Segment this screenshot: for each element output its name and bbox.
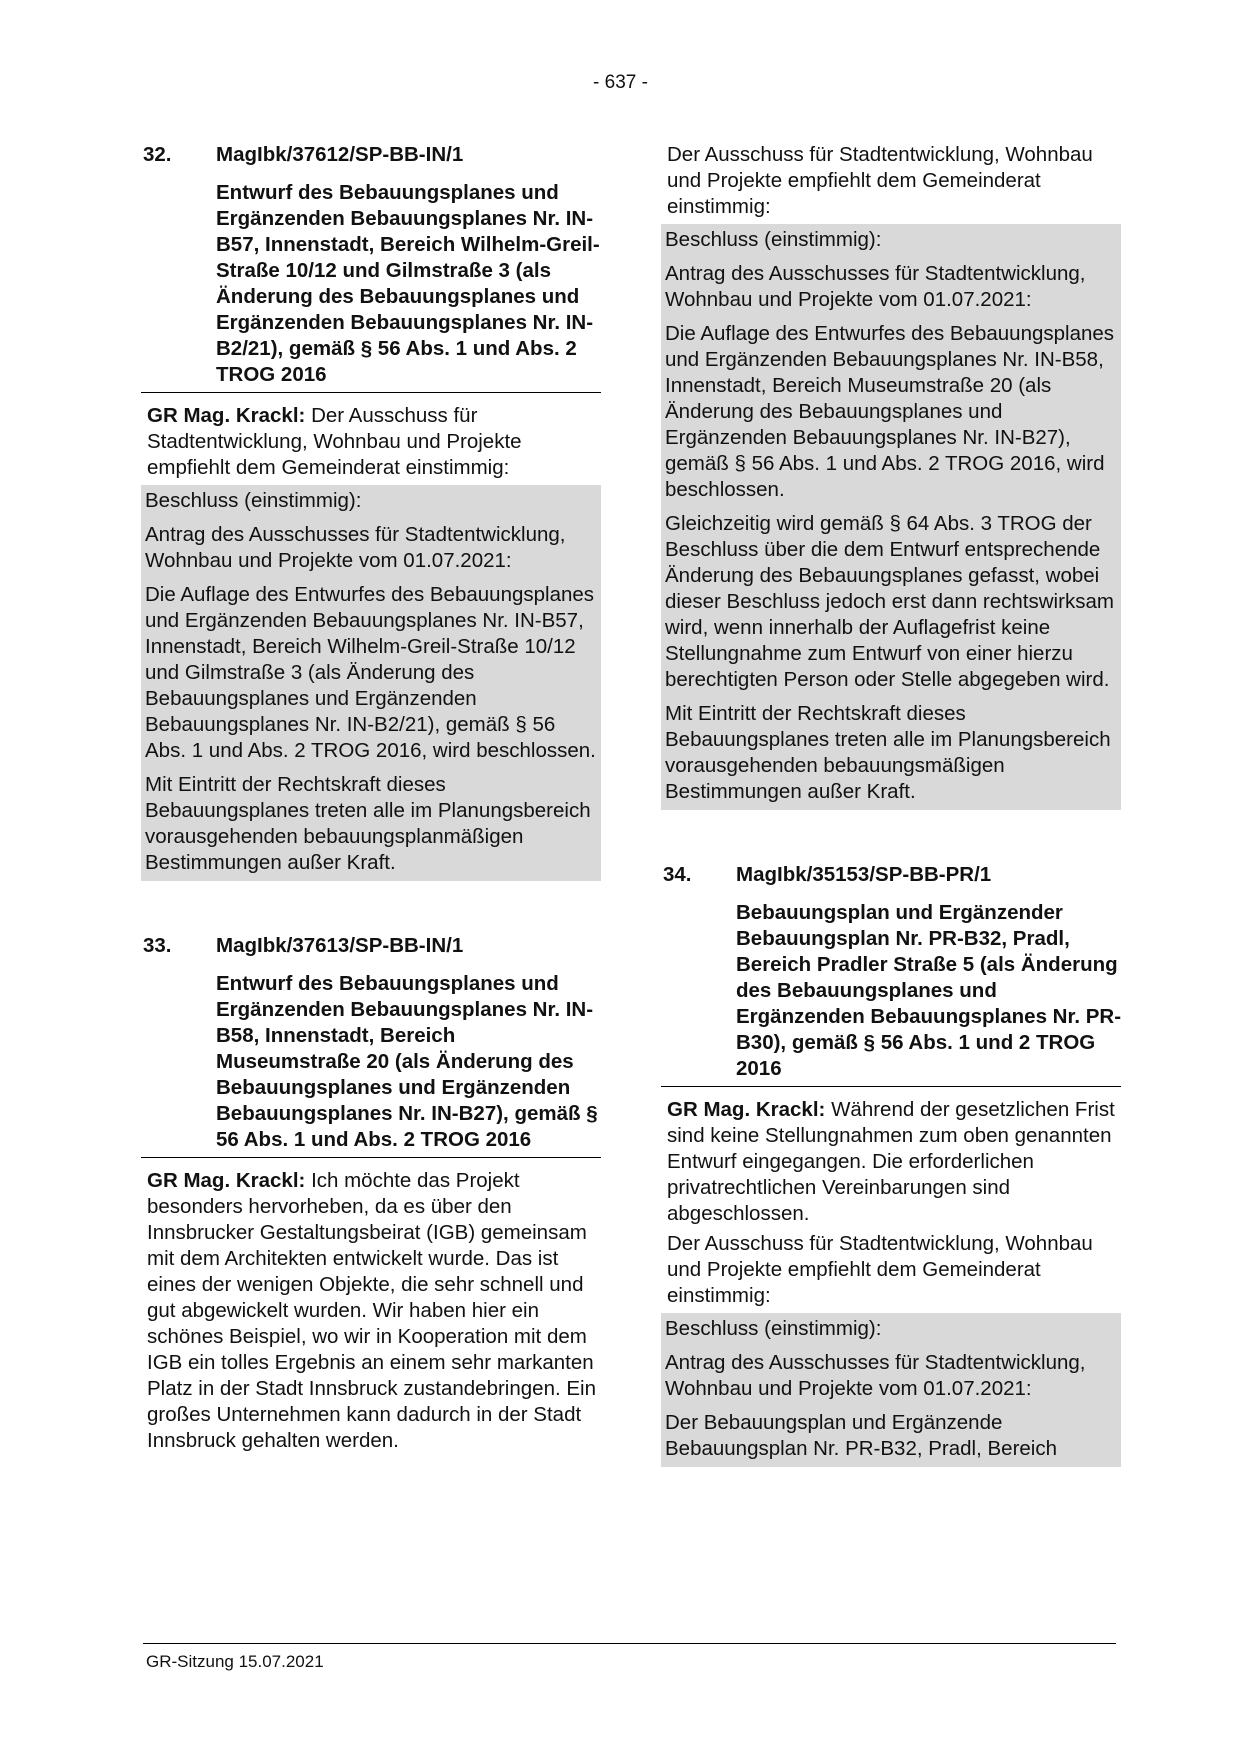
motion-text: Antrag des Ausschusses für Stadtentwicklung, Wohnbau und Projekte vom 01.07.2021: bbox=[665, 262, 1086, 311]
item-reference: MagIbk/37613/SP-BB-IN/1 bbox=[216, 934, 464, 957]
effect-text: Mit Eintritt der Rechtskraft dieses Bebauungsplanes treten alle im Planungsbereich vorausgehenden bebauungsmäßigen Bestimmungen außer Kraft. bbox=[665, 702, 1111, 803]
item-header bbox=[143, 933, 601, 959]
recommendation-text: Der Ausschuss für Stadtentwicklung, Wohnbau und Projekte empfiehlt dem Gemeinderat einstimmig: bbox=[667, 1232, 1093, 1307]
speech-text: Der Ausschuss für Stadtentwicklung, Wohnbau und Projekte empfiehlt dem Gemeinderat einstimmig: bbox=[147, 404, 522, 479]
page-number: - 637 - bbox=[593, 72, 648, 93]
item-number: 33. bbox=[143, 934, 172, 957]
footer-session-date: GR-Sitzung 15.07.2021 bbox=[146, 1652, 324, 1671]
resolution-text: Die Auflage des Entwurfes des Bebauungsplanes und Ergänzenden Bebauungsplanes Nr. IN-B57, Innenstadt, Bereich Wilhelm-Greil-Straße 10/12 und Gilmstraße 3 (als Änderung des Bebauungsplanes und Ergänzenden Bebauungsplanes Nr. IN-B2/21), gemäß § 56 Abs. 1 und Abs. 2 TROG 2016, wird beschlossen. bbox=[145, 583, 596, 762]
agenda-item-33 bbox=[143, 933, 601, 1458]
resolution-text: Die Auflage des Entwurfes des Bebauungsplanes und Ergänzenden Bebauungsplanes Nr. IN-B58, Innenstadt, Bereich Museumstraße 20 (als Änderung des Bebauungsplanes und Ergänzenden Bebauungsplanes Nr. IN-B27), gemäß § 56 Abs. 1 und Abs. 2 TROG 2016, wird beschlossen. bbox=[665, 322, 1115, 501]
decision-box bbox=[661, 224, 1121, 810]
resolution-text: Der Bebauungsplan und Ergänzende Bebauungsplan Nr. PR-B32, Pradl, Bereich bbox=[665, 1411, 1058, 1460]
footer-divider bbox=[143, 1643, 1116, 1644]
item-header bbox=[663, 862, 1121, 888]
agenda-item-32 bbox=[143, 142, 601, 881]
speaker-name: GR Mag. Krackl: bbox=[147, 1169, 306, 1192]
motion-text: Antrag des Ausschusses für Stadtentwicklung, Wohnbau und Projekte vom 01.07.2021: bbox=[665, 1351, 1086, 1400]
item-reference: MagIbk/35153/SP-BB-PR/1 bbox=[736, 863, 992, 886]
motion-text: Antrag des Ausschusses für Stadtentwicklung, Wohnbau und Projekte vom 01.07.2021: bbox=[145, 523, 566, 572]
speech-paragraph bbox=[143, 403, 601, 485]
speech-paragraph bbox=[143, 1168, 601, 1458]
item-header bbox=[143, 142, 601, 168]
decision-label: Beschluss (einstimmig): bbox=[665, 228, 882, 251]
decision-box bbox=[141, 485, 601, 881]
item-title: Entwurf des Bebauungsplanes und Ergänzenden Bebauungsplanes Nr. IN-B58, Innenstadt, Bereich Museumstraße 20 (als Änderung des Bebauungsplanes und Ergänzenden Bebauungsplanes Nr. IN-B27), gemäß § 56 Abs. 1 und Abs. 2 TROG 2016 bbox=[216, 972, 598, 1151]
agenda-item-33-continued bbox=[663, 142, 1121, 810]
decision-label: Beschluss (einstimmig): bbox=[145, 489, 362, 512]
item-title: Entwurf des Bebauungsplanes und Ergänzenden Bebauungsplanes Nr. IN-B57, Innenstadt, Bereich Wilhelm-Greil-Straße 10/12 und Gilmstraße 3 (als Änderung des Bebauungsplanes und Ergänzenden Bebauungsplanes Nr. IN-B2/21), gemäß § 56 Abs. 1 und Abs. 2 TROG 2016 bbox=[216, 181, 600, 386]
right-column bbox=[663, 142, 1121, 1467]
speech-text: Ich möchte das Projekt besonders hervorheben, da es über den Innsbrucker Gestaltungsbeirat (IGB) gemeinsam mit dem Architekten entwickelt wurde. Das ist eines der wenigen Objekte, die sehr schnell und gut abgewickelt wurden. Wir haben hier ein schönes Beispiel, wo wir in Kooperation mit dem IGB ein tolles Ergebnis an einem sehr markanten Platz in der Stadt Innsbruck zustandebringen. Ein großes Unternehmen kann dadurch in der Stadt Innsbruck gehalten werden. bbox=[147, 1169, 596, 1452]
recommendation-text: Der Ausschuss für Stadtentwicklung, Wohnbau und Projekte empfiehlt dem Gemeinderat einstimmig: bbox=[667, 143, 1093, 218]
simultaneous-text: Gleichzeitig wird gemäß § 64 Abs. 3 TROG der Beschluss über die dem Entwurf entsprechende Änderung des Bebauungsplanes gefasst, wobei dieser Beschluss jedoch erst dann rechtswirksam wird, wenn innerhalb der Auflagefrist keine Stellungnahme zum Entwurf von einer hierzu berechtigten Person oder Stelle abgegeben wird. bbox=[665, 512, 1114, 691]
effect-text: Mit Eintritt der Rechtskraft dieses Bebauungsplanes treten alle im Planungsbereich vorausgehenden bebauungsplanmäßigen Bestimmungen außer Kraft. bbox=[145, 773, 591, 874]
agenda-item-34 bbox=[663, 862, 1121, 1467]
item-reference: MagIbk/37612/SP-BB-IN/1 bbox=[216, 143, 464, 166]
speech-paragraph bbox=[663, 1097, 1121, 1231]
decision-box bbox=[661, 1313, 1121, 1467]
decision-label: Beschluss (einstimmig): bbox=[665, 1317, 882, 1340]
speaker-name: GR Mag. Krackl: bbox=[667, 1098, 826, 1121]
item-title: Bebauungsplan und Ergänzender Bebauungsplan Nr. PR-B32, Pradl, Bereich Pradler Straße 5 (als Änderung des Bebauungsplanes und Ergänzenden Bebauungsplanes Nr. PR-B30), gemäß § 56 Abs. 1 und 2 TROG 2016 bbox=[736, 901, 1122, 1080]
left-column bbox=[143, 142, 601, 1458]
speech-text: Während der gesetzlichen Frist sind keine Stellungnahmen zum oben genannten Entwurf eingegangen. Die erforderlichen privatrechtlichen Vereinbarungen sind abgeschlossen. bbox=[667, 1098, 1115, 1225]
item-number: 34. bbox=[663, 863, 692, 886]
item-number: 32. bbox=[143, 143, 172, 166]
speaker-name: GR Mag. Krackl: bbox=[147, 404, 306, 427]
